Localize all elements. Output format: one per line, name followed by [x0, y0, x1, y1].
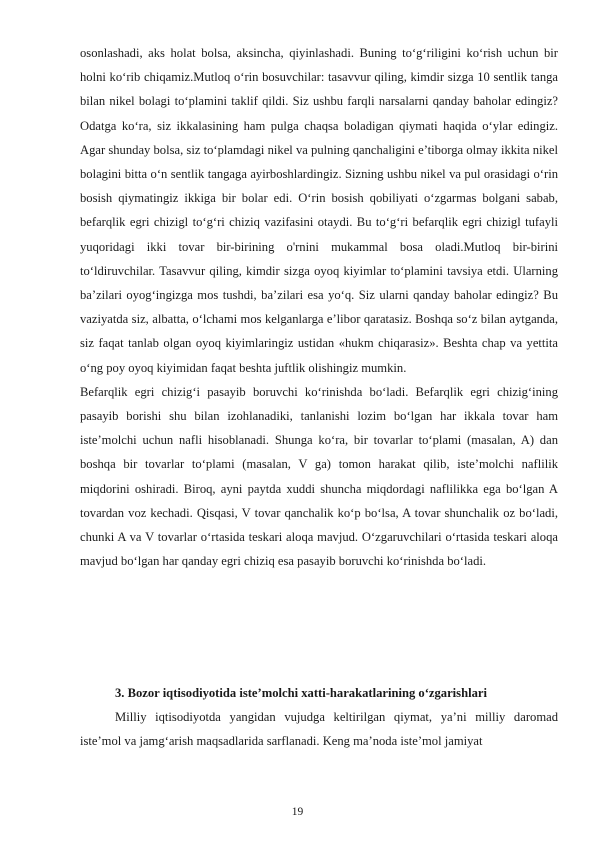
body-text [80, 41, 558, 573]
paragraph-substitutes: osonlashadi, aks holat bolsa, aksincha, qiyinlashadi. Buning to‘g‘riligini ko‘rish uchun bir holni ko‘rib chiqamiz.Mutloq o‘rin bosuvchilar: tasavvur qiling, kimdir sizga 10 sentlik tanga bilan nikel bolagi to‘plamini taklif qildi. Siz ushbu farqli narsalarni qanday baholar edingiz? Odatga ko‘ra, siz ikkalasining ham pulga chaqsa boladigan qiymati haqida o‘ylar edingiz. Agar shunday bolsa, siz to‘plamdagi nikel va pulning qanchaligini e’tiborga olmay ikkita nikel bolagini bitta o‘n sentlik tangaga ayirboshlardingiz. Sizning ushbu nikel va pul orasidagi o‘rin bosish qiymatingiz ikkiga bir bolar edi. O‘rin bosish qobiliyati o‘zgarmas bolgani sabab, befarqlik egri chizigl to‘g‘ri chiziq vazifasini otaydi. Bu to‘g‘ri befarqlik egri chizigl tufayli yuqoridagi ikki tovar bir-birining o'rnini mukammal bosa oladi.Mutloq bir-birini to‘ldiruvchilar. Tasavvur qiling, kimdir sizga oyoq kiyimlar to‘plamini tavsiya etdi. Ularning ba’zilari oyog‘ingizga mos tushdi, ba’zilari esa yo‘q. Siz ularni qanday baholar edingiz? Bu vaziyatda siz, albatta, o‘lchami mos kelganlarga e’libor qaratasiz. Boshqa so‘z bilan aytganda, siz faqat tanlab olgan oyoq kiyimlaringiz ustidan «hukm chiqarasiz». Beshta chap va yettita o‘ng poy oyoq kiyimidan faqat beshta juftlik olishingiz mumkin. [80, 46, 558, 375]
page-number: 19 [291, 806, 304, 818]
paragraph-indifference-curve: Befarqlik egri chizig‘i pasayib boruvchi ko‘rinishda bo‘ladi. Befarqlik egri chizig‘ining pasayib borishi shu bilan izohlanadiki, tanlanishi lozim bo‘lgan har ikkala tovar ham iste’molchi uchun nafli hisoblanadi. Shunga ko‘ra, bir tovarlar to‘plami (masalan, A) dan boshqa bir tovarlar to‘plami (masalan, V ga) tomon harakat qilib, iste’molchi naflilik miqdorini oshiradi. Biroq, ayni paytda xuddi shuncha miqdordagi naflilikka ega bo‘lgan A tovardan voz kechadi. Qisqasi, V tovar qanchalik ko‘p bo‘lsa, A tovar shunchalik oz bo‘ladi, chunki A va V tovarlar o‘rtasida teskari aloqa mavjud. O‘zgaruvchilari o‘rtasida teskari aloqa mavjud bo‘lgan har qanday egri chiziq esa pasayib boruvchi ko‘rinishda bo‘ladi. [80, 384, 558, 569]
section-paragraph: Milliy iqtisodiyotda yangidan vujudga keltirilgan qiymat, ya’ni milliy daromad iste’mol va jamg‘arish maqsadlarida sarflanadi. Keng ma’noda iste’mol jamiyat [80, 710, 558, 749]
section-heading: 3. Bozor iqtisodiyotida iste’molchi xatti-harakatlarining o‘zgarishlari [115, 686, 487, 700]
